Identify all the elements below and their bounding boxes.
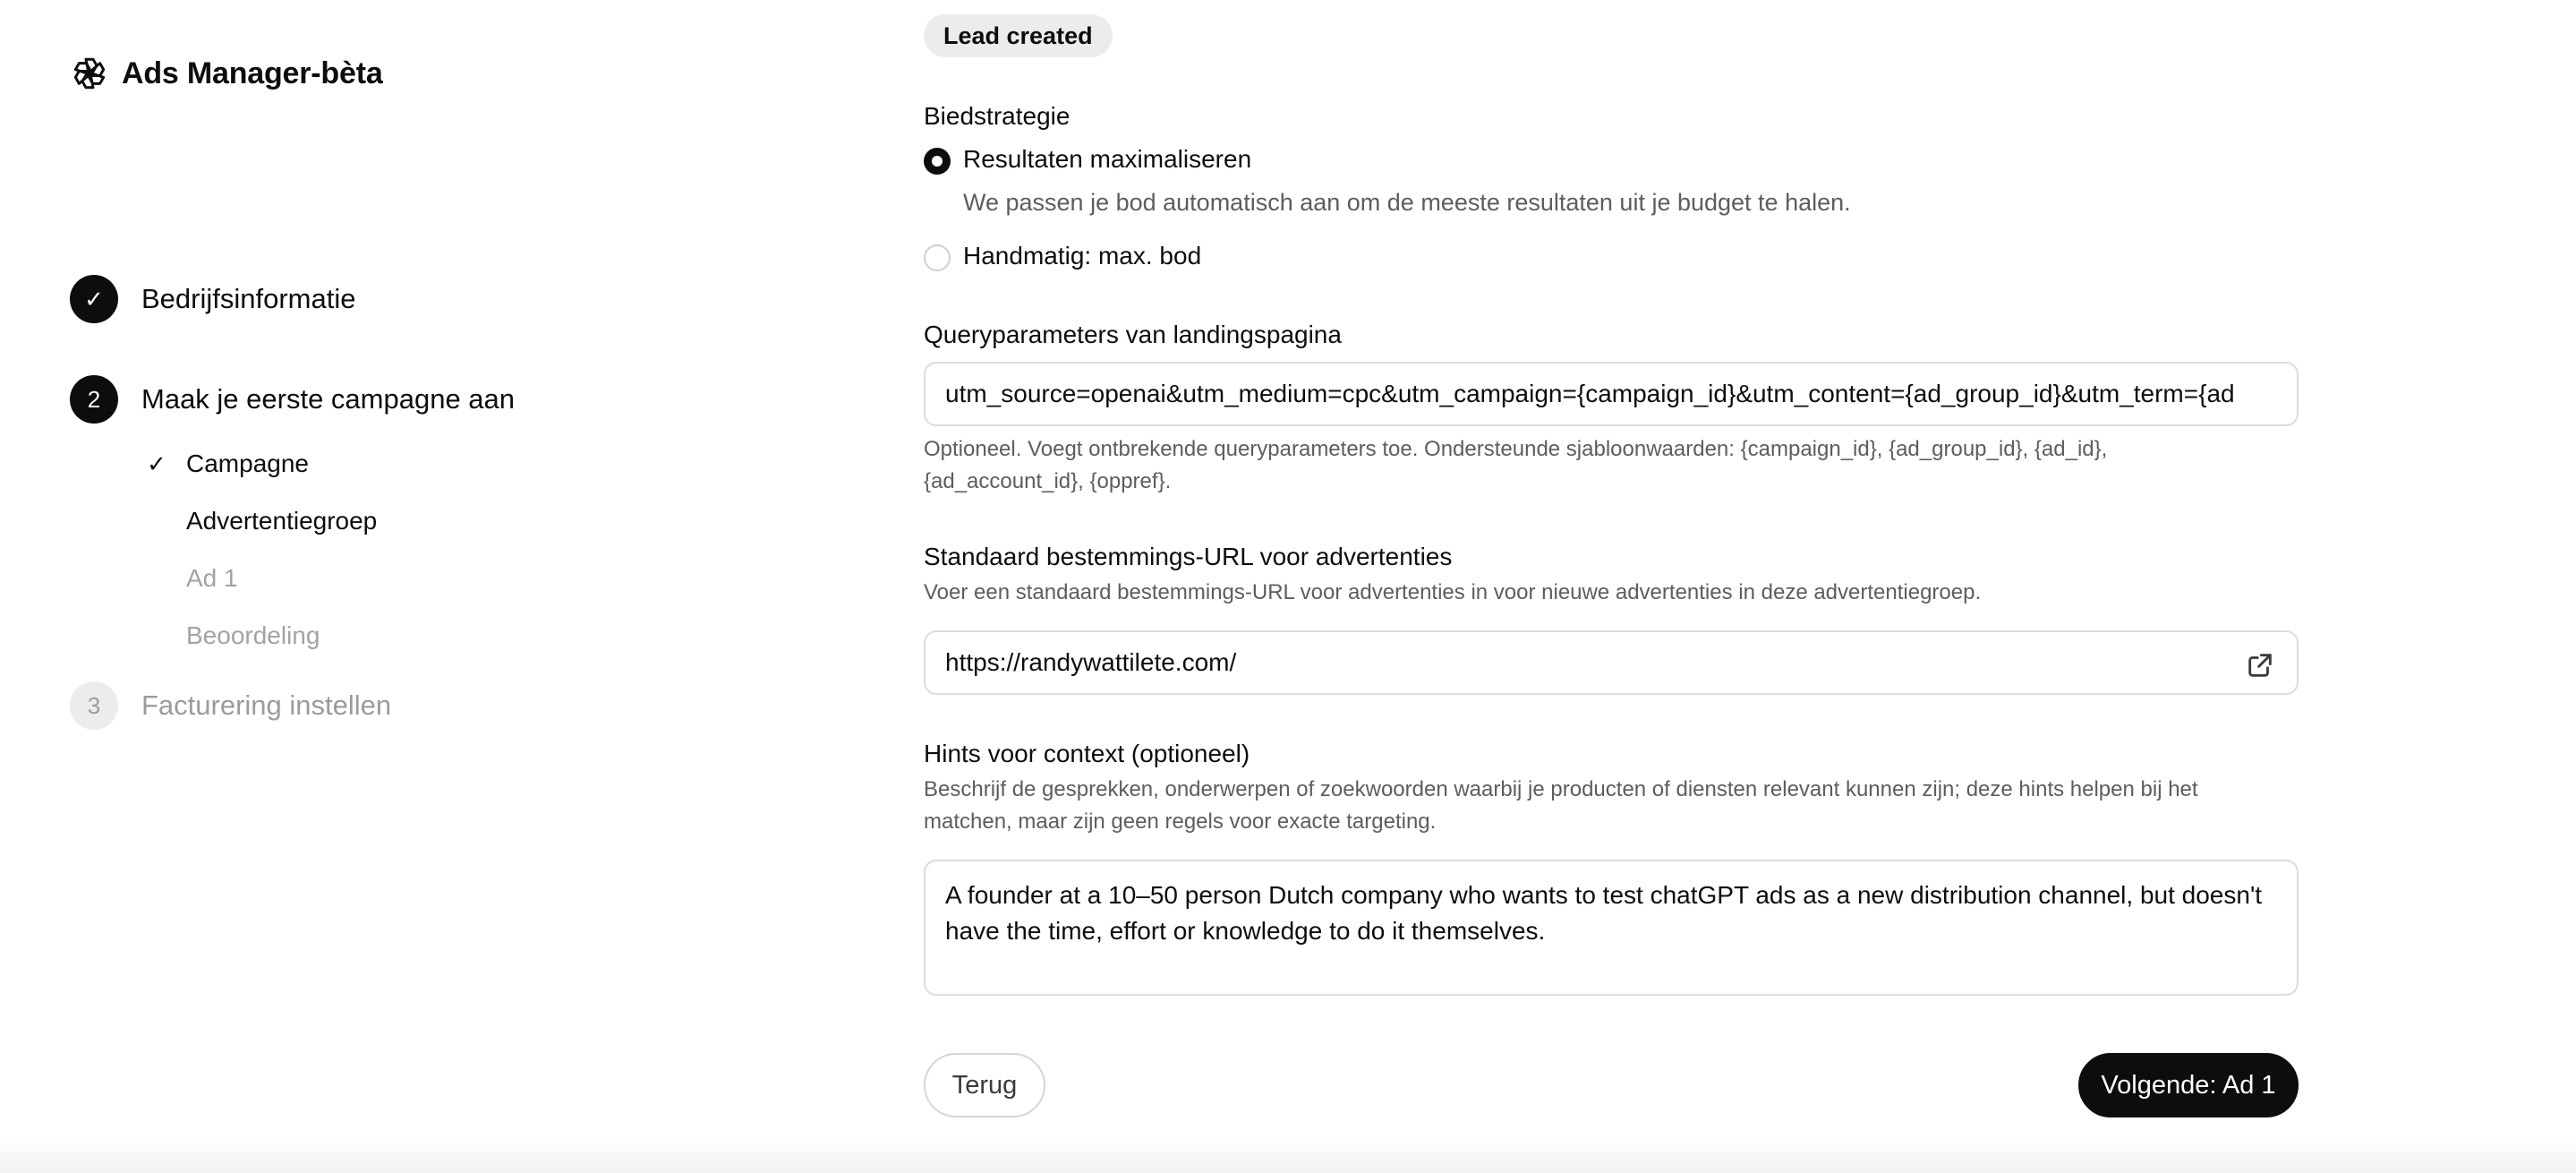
back-button[interactable]: Terug — [924, 1053, 1045, 1117]
check-icon: ✓ — [147, 450, 166, 477]
bottom-shade — [0, 1137, 2576, 1173]
next-button[interactable]: Volgende: Ad 1 — [2078, 1053, 2299, 1117]
substep-advertentiegroep-label: Advertentiegroep — [186, 507, 378, 535]
openai-logo-icon — [70, 54, 109, 93]
radio-maximize-results-label[interactable]: Resultaten maximaliseren — [963, 145, 1252, 173]
query-params-help-line-2: {ad_account_id}, {oppref}. — [924, 469, 1172, 493]
app-title: Ads Manager-bèta — [122, 56, 383, 90]
step-2-label: Maak je eerste campagne aan — [141, 383, 516, 415]
substep-advertentiegroep[interactable] — [186, 492, 515, 550]
radio-maximize-results[interactable] — [924, 148, 951, 175]
step-3-label: Facturering instellen — [141, 689, 392, 721]
query-params-help — [924, 433, 2231, 498]
app-brand — [70, 54, 383, 93]
step-facturering — [70, 681, 515, 731]
query-params-label: Queryparameters van landingspagina — [924, 321, 1342, 348]
substep-beoordeling — [186, 607, 515, 664]
destination-url-label: Standaard bestemmings-URL voor advertenties — [924, 543, 1453, 570]
query-params-input[interactable]: utm_source=openai&utm_medium=cpc&utm_campaign={campaign_id}&utm_content={ad_group_id}&utm_term={ad — [924, 362, 2299, 426]
step-2-substeps — [147, 435, 515, 664]
context-hints-help-line-1: Beschrijf de gesprekken, onderwerpen of zoekwoorden waarbij je producten of diensten relevant kunnen zijn; deze hints helpen bij het — [924, 777, 2198, 801]
substep-ad-1-label: Ad 1 — [186, 564, 238, 592]
conversion-event-badge: Lead created — [924, 14, 1113, 57]
substep-campagne-label: Campagne — [186, 450, 309, 477]
step-1-check-badge: ✓ — [70, 275, 118, 323]
bid-strategy-label: Biedstrategie — [924, 102, 1070, 130]
radio-manual-max-bid[interactable] — [924, 244, 951, 271]
step-3-number-badge: 3 — [70, 681, 118, 730]
context-hints-help — [924, 774, 2231, 838]
substep-beoordeling-label: Beoordeling — [186, 621, 320, 649]
radio-manual-max-bid-label[interactable]: Handmatig: max. bod — [963, 242, 1202, 270]
substep-ad-1 — [186, 550, 515, 607]
destination-url-input[interactable]: https://randywattilete.com/ — [924, 630, 2299, 695]
step-2-number-badge: 2 — [70, 375, 118, 424]
step-campagne-aanmaken[interactable] — [70, 374, 515, 424]
context-hints-textarea[interactable] — [924, 860, 2299, 996]
step-bedrijfsinformatie[interactable] — [70, 274, 515, 324]
step-1-label: Bedrijfsinformatie — [141, 283, 356, 314]
context-hints-label: Hints voor context (optioneel) — [924, 740, 1250, 767]
query-params-help-line-1: Optioneel. Voegt ontbrekende queryparameters toe. Ondersteunde sjabloonwaarden: {campaign_id}, {ad_group_id}, {ad_id}, — [924, 437, 2108, 461]
destination-url-help: Voer een standaard bestemmings-URL voor advertenties in voor nieuwe advertenties in deze advertentiegroep. — [924, 580, 1982, 604]
radio-maximize-results-description: We passen je bod automatisch aan om de meeste resultaten uit je budget te halen. — [963, 189, 1851, 216]
external-link-icon[interactable] — [2245, 650, 2275, 681]
substep-campagne[interactable] — [147, 435, 515, 492]
context-hints-help-line-2: matchen, maar zijn geen regels voor exacte targeting. — [924, 809, 1437, 834]
setup-stepper — [70, 274, 515, 731]
